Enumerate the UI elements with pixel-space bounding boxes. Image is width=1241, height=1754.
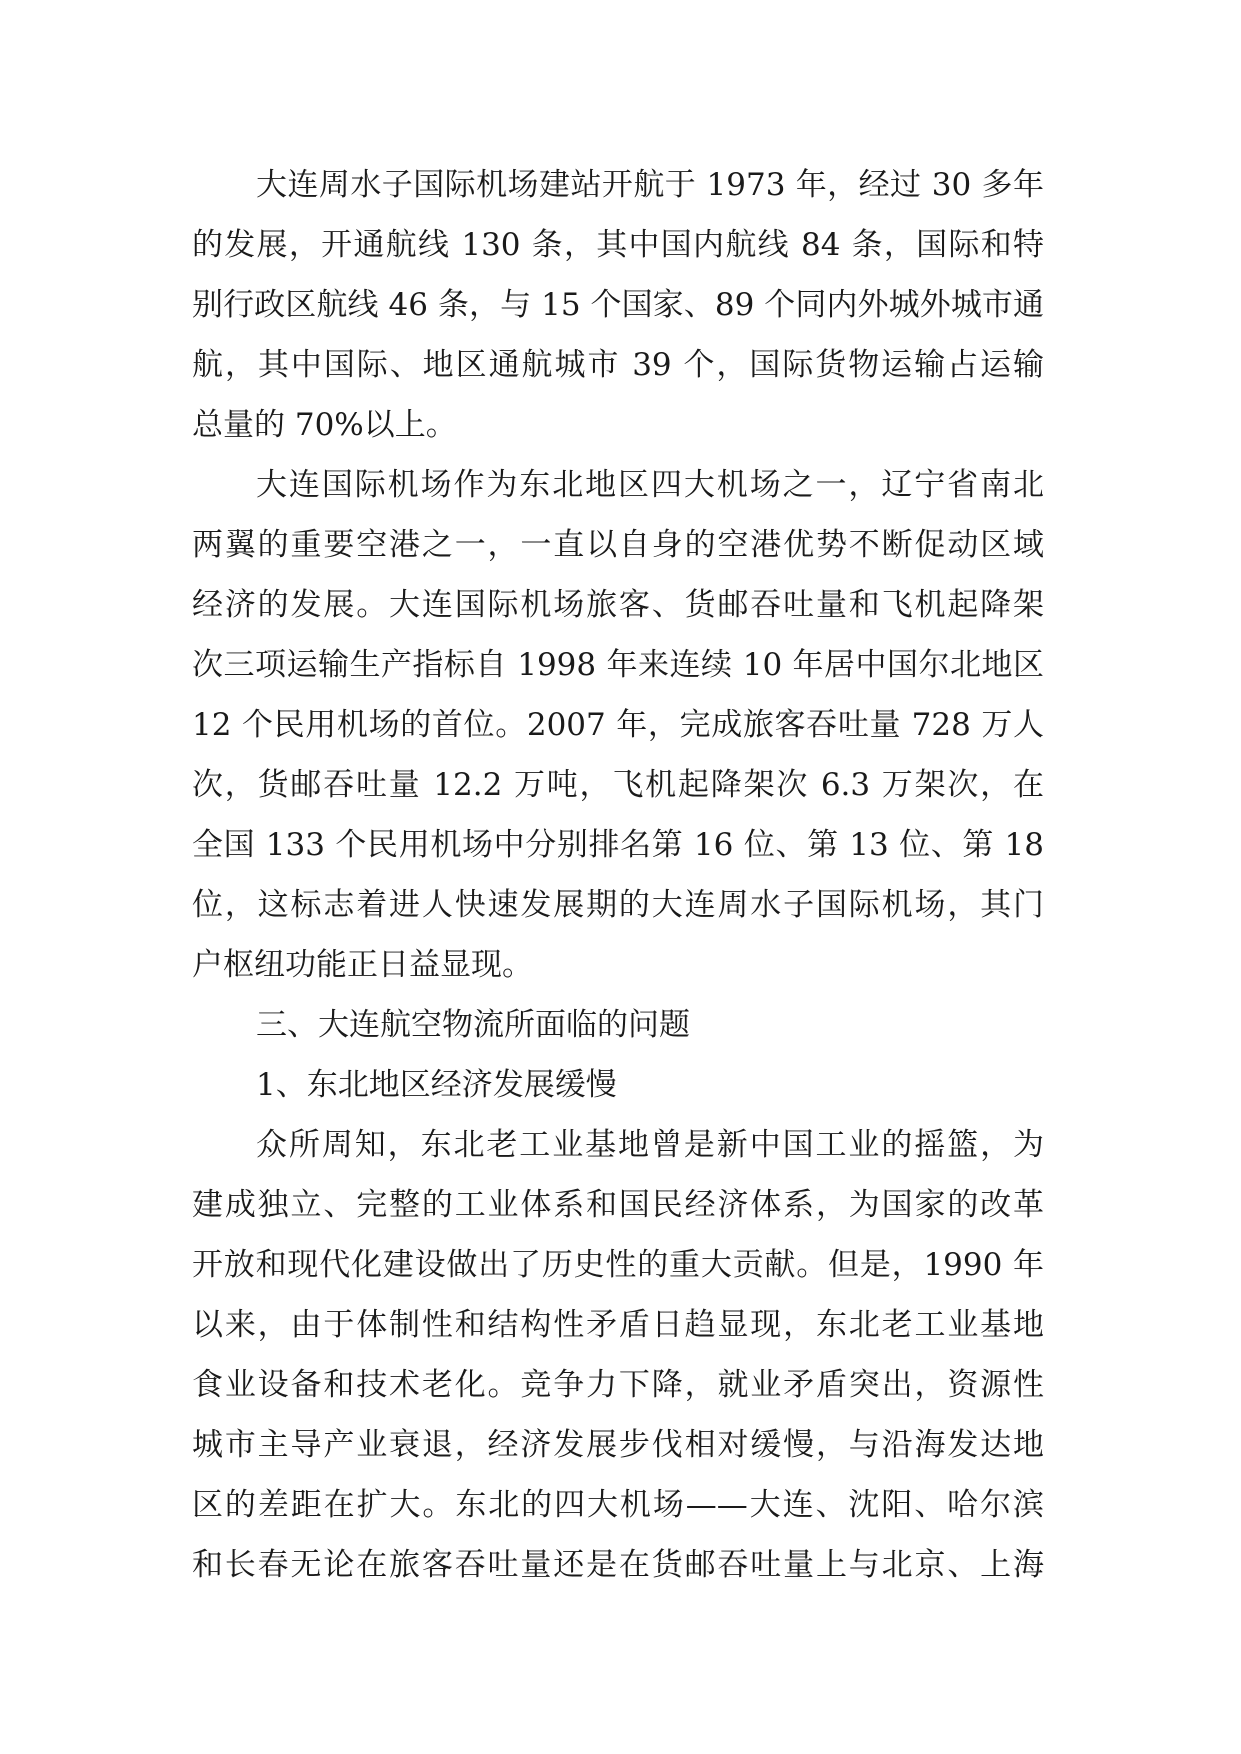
text-line: 次三项运输生产指标自 1998 年来连续 10 年居中国尔北地区 [192, 647, 1044, 683]
text-line: 全国 133 个民用机场中分别排名第 16 位、第 13 位、第 18 [192, 827, 1044, 863]
text-line: 大连国际机场作为东北地区四大机场之一，辽宁省南北 [256, 467, 1044, 503]
text-line: 食业设备和技术老化。竞争力下降，就业矛盾突出，资源性 [192, 1367, 1044, 1403]
text-line: 众所周知，东北老工业基地曾是新中国工业的摇篮，为 [256, 1127, 1044, 1163]
text-line: 位，这标志着进人快速发展期的大连周水子国际机场，其门 [192, 887, 1044, 923]
text-line: 和长春无论在旅客吞吐量还是在货邮吞吐量上与北京、上海 [192, 1547, 1044, 1583]
text-line: 两翼的重要空港之一，一直以自身的空港优势不断促动区域 [192, 527, 1044, 563]
text-line: 总量的 70%以上。 [192, 407, 457, 443]
subsection-heading: 1、东北地区经济发展缓慢 [256, 1067, 617, 1103]
text-line: 的发展，开通航线 130 条，其中国内航线 84 条，国际和特 [192, 227, 1044, 263]
text-line: 户枢纽功能正日益显现。 [192, 947, 533, 983]
text-line: 以来，由于体制性和结构性矛盾日趋显现，东北老工业基地 [192, 1307, 1044, 1343]
text-line: 别行政区航线 46 条，与 15 个国家、89 个同内外城外城市通 [192, 287, 1044, 323]
document-body [192, 155, 1044, 1595]
section-heading: 三、大连航空物流所面临的问题 [256, 1007, 690, 1043]
text-line: 12 个民用机场的首位。2007 年，完成旅客吞吐量 728 万人 [192, 707, 1044, 743]
text-line: 开放和现代化建设做出了历史性的重大贡献。但是，1990 年 [192, 1247, 1044, 1283]
text-line: 经济的发展。大连国际机场旅客、货邮吞吐量和飞机起降架 [192, 587, 1044, 623]
text-line: 建成独立、完整的工业体系和国民经济体系，为国家的改革 [192, 1187, 1044, 1223]
text-line: 区的差距在扩大。东北的四大机场——大连、沈阳、哈尔滨 [192, 1487, 1044, 1523]
text-line: 城市主导产业衰退，经济发展步伐相对缓慢，与沿海发达地 [192, 1427, 1044, 1463]
text-line: 大连周水子国际机场建站开航于 1973 年，经过 30 多年 [256, 167, 1044, 203]
text-line: 次，货邮吞吐量 12.2 万吨，飞机起降架次 6.3 万架次，在 [192, 767, 1044, 803]
text-line: 航，其中国际、地区通航城市 39 个，国际货物运输占运输 [192, 347, 1044, 383]
